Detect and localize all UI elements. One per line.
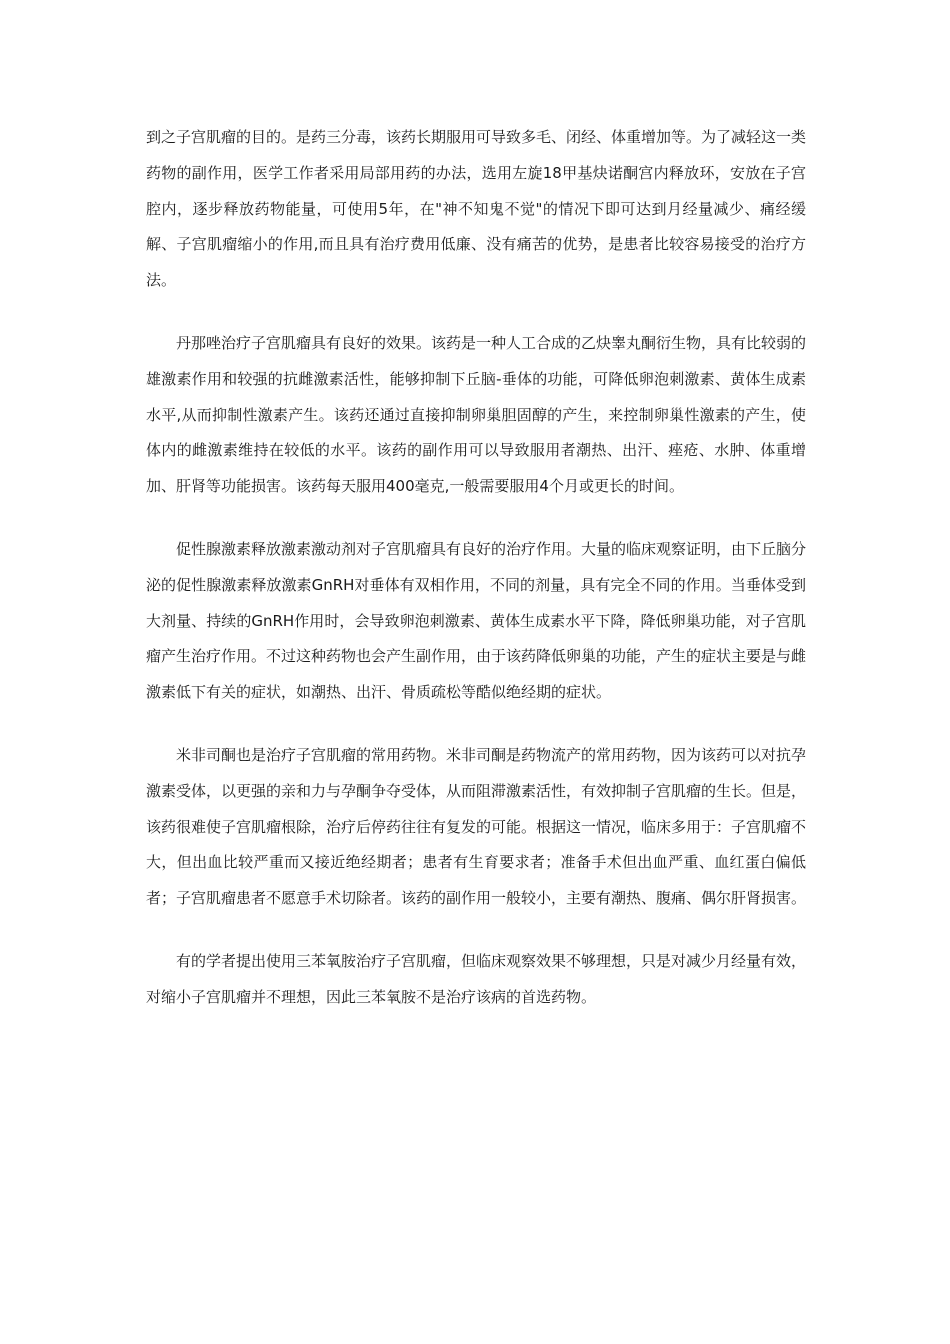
paragraph-tamoxifen: 有的学者提出使用三苯氧胺治疗子宫肌瘤，但临床观察效果不够理想，只是对减少月经量有效，对缩小子宫肌瘤并不理想，因此三苯氧胺不是治疗该病的首选药物。 — [146, 951, 807, 1006]
paragraph-gnrh-agonist: 促性腺激素释放激素激动剂对子宫肌瘤具有良好的治疗作用。大量的临床观察证明，由下丘脑分泌的促性腺激素释放激素GnRH对垂体有双相作用，不同的剂量，具有完全不同的作用。当垂体受到大剂量、持续的GnRH作用时，会导致卵泡刺激素、黄体生成素水平下降，降低卵巢功能，对子宫肌瘤产生治疗作用。不过这种药物也会产生副作用，由于该药降低卵巢的功能，产生的症状主要是与雌激素低下有关的症状，如潮热、出汗、骨质疏松等酷似绝经期的症状。 — [146, 539, 807, 702]
document-body — [146, 120, 806, 1043]
paragraph-danazol: 丹那唑治疗子宫肌瘤具有良好的效果。该药是一种人工合成的乙炔睾丸酮衍生物，具有比较弱的雄激素作用和较强的抗雌激素活性，能够抑制下丘脑-垂体的功能，可降低卵泡刺激素、黄体生成素水平,从而抑制性激素产生。该药还通过直接抑制卵巢胆固醇的产生，来控制卵巢性激素的产生，使体内的雌激素维持在较低的水平。该药的副作用可以导致服用者潮热、出汗、痤疮、水肿、体重增加、肝肾等功能损害。该药每天服用400毫克,一般需要服用4个月或更长的时间。 — [146, 333, 807, 496]
paragraph-continuation: 到之子宫肌瘤的目的。是药三分毒，该药长期服用可导致多毛、闭经、体重增加等。为了减轻这一类药物的副作用，医学工作者采用局部用药的办法，选用左旋18甲基炔诺酮宫内释放环，安放在子宫腔内，逐步释放药物能量，可使用5年，在"神不知鬼不觉"的情况下即可达到月经量减少、痛经缓解、子宫肌瘤缩小的作用,而且具有治疗费用低廉、没有痛苦的优势，是患者比较容易接受的治疗方法。 — [146, 128, 807, 290]
paragraph-mifepristone: 米非司酮也是治疗子宫肌瘤的常用药物。米非司酮是药物流产的常用药物，因为该药可以对抗孕激素受体，以更强的亲和力与孕酮争夺受体，从而阻滞激素活性，有效抑制子宫肌瘤的生长。但是，该药很难使子宫肌瘤根除，治疗后停药往往有复发的可能。根据这一情况，临床多用于：子宫肌瘤不大，但出血比较严重而又接近绝经期者；患者有生育要求者；准备手术但出血严重、血红蛋白偏低者；子宫肌瘤患者不愿意手术切除者。该药的副作用一般较小，主要有潮热、腹痛、偶尔肝肾损害。 — [146, 745, 807, 908]
